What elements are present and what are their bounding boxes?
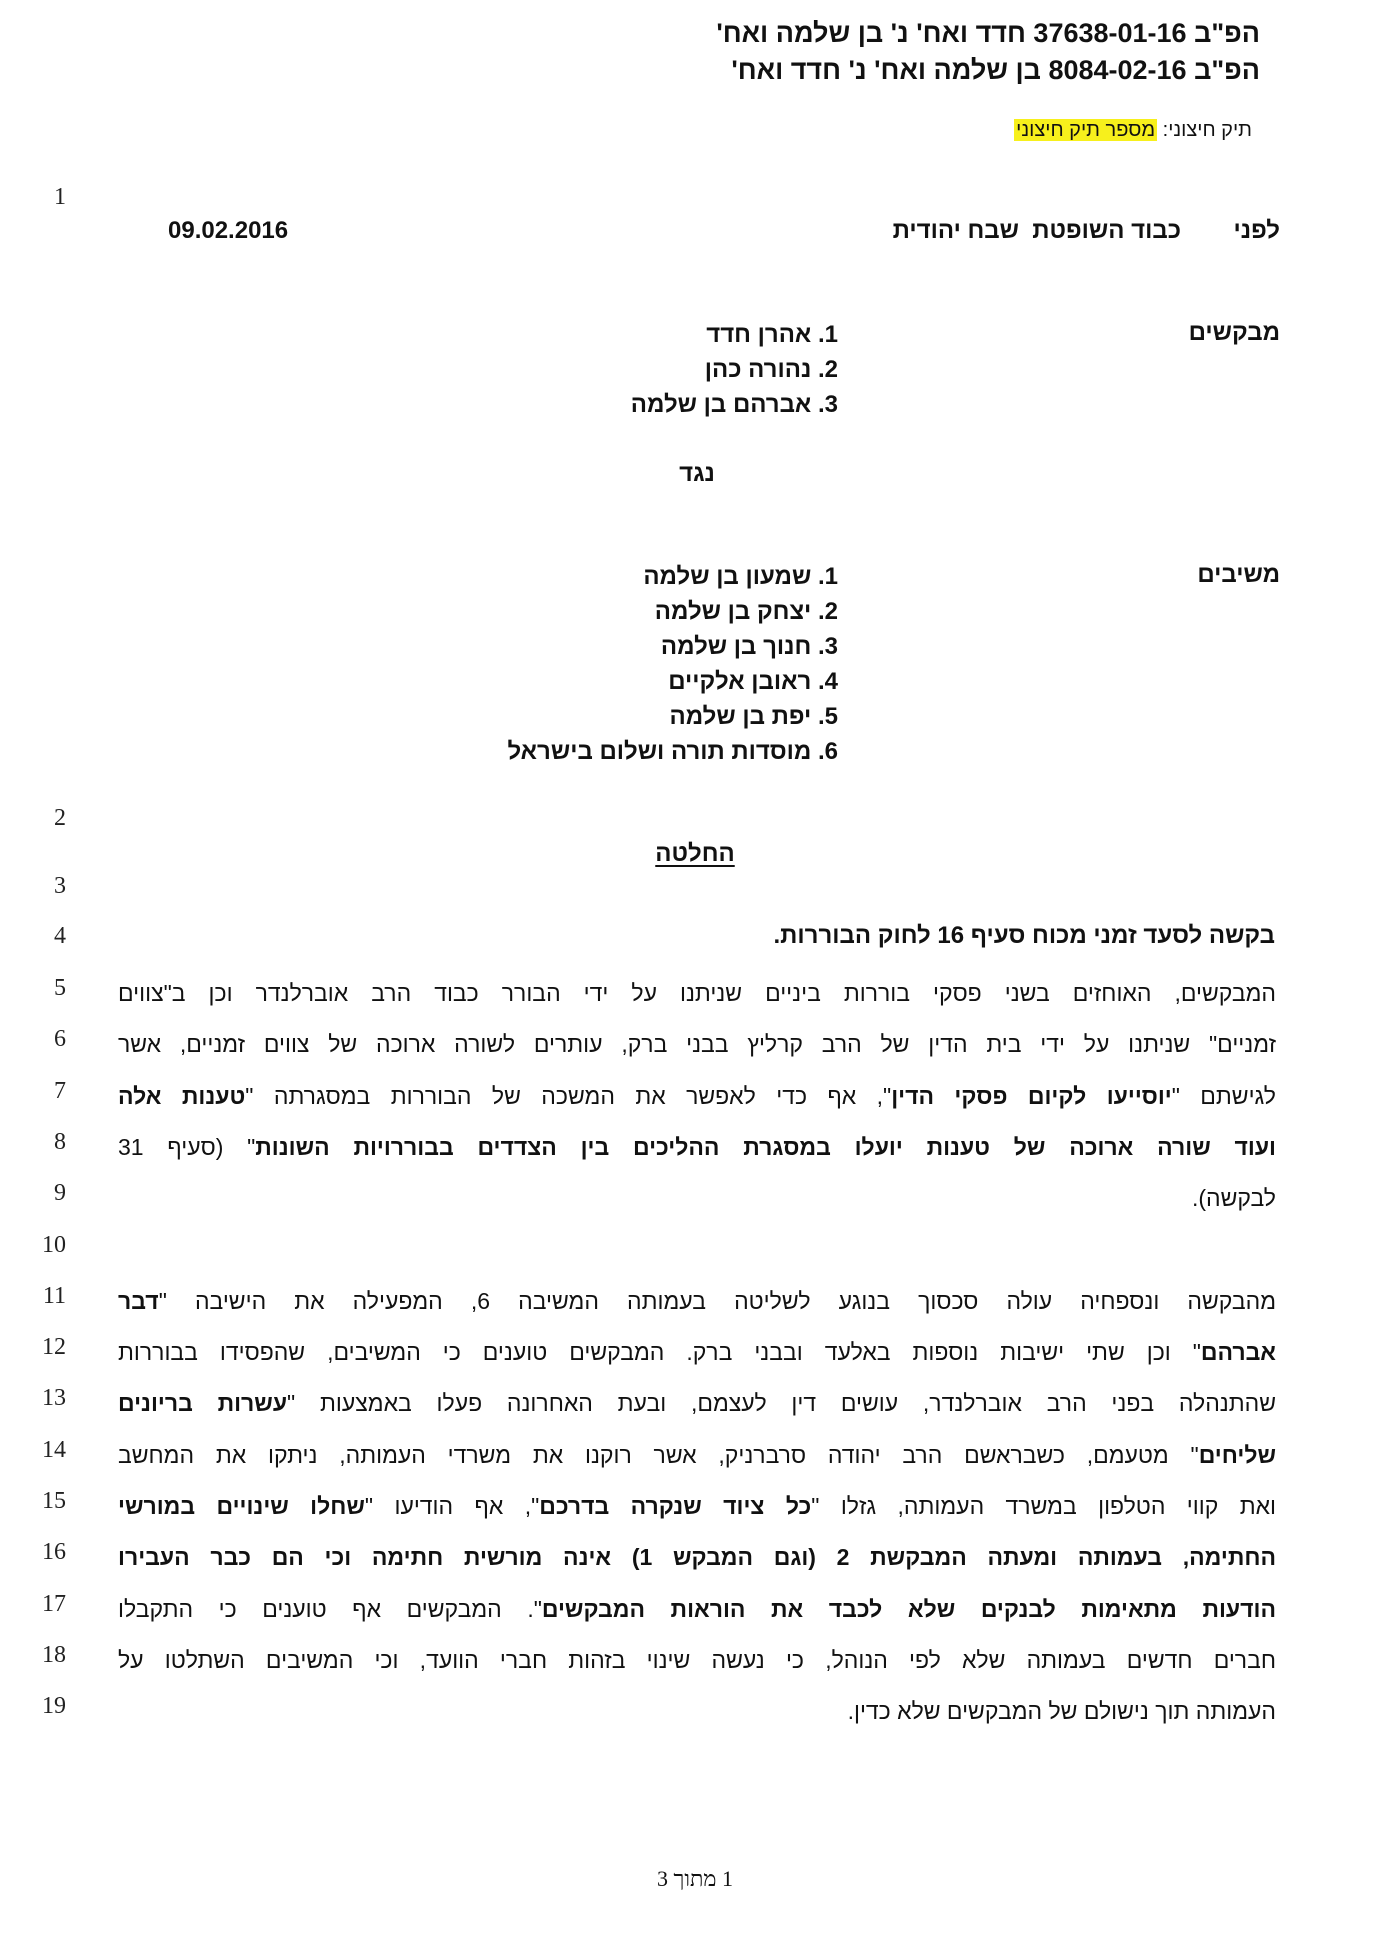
respondent-item: 5. יפת בן שלמה [669, 703, 838, 730]
line-number: 16 [42, 1539, 66, 1566]
line-number: 14 [42, 1436, 66, 1463]
line-number: 4 [54, 923, 66, 949]
bold-quote-text: הודעות מתאימות לבנקים שלא לכבד את הוראות המבקשים [541, 1595, 1276, 1622]
body-text: לבקשה). [1191, 1185, 1276, 1212]
body-line [118, 976, 1276, 1010]
line-number: 11 [42, 1282, 66, 1309]
respondent-item: 4. ראובן אלקיים [668, 668, 838, 695]
body-line [118, 1694, 1276, 1728]
line-number: 6 [54, 1026, 66, 1053]
body-line [118, 1284, 1276, 1318]
body-text: חברים חדשים בעמותה שלא לפי הנוהל, כי נעשה שינוי בזהות חברי הוועד, וכי המשיבים השתלטו על [118, 1646, 1276, 1673]
line-number: 12 [42, 1334, 66, 1361]
line-number: 15 [42, 1488, 66, 1514]
external-file-row [1014, 119, 1252, 142]
body-text: ואת קווי הטלפון במשרד העמותה, גזלו " [811, 1493, 1277, 1519]
line-number: 10 [42, 1231, 66, 1258]
bold-quote-text: שחלו שינויים במורשי [118, 1493, 365, 1519]
external-file-value: מספר תיק חיצוני [1016, 119, 1156, 141]
decision-title: החלטה [655, 840, 735, 867]
before-label: לפני [1233, 217, 1280, 244]
body-line [118, 1181, 1276, 1215]
respondents-list [507, 559, 838, 769]
judge-name: כבוד השופטת שבח יהודית [892, 217, 1181, 244]
bold-quote-text: דבר [118, 1287, 159, 1314]
applicants-list [631, 317, 838, 422]
body-line [118, 1540, 1276, 1574]
body-text: לגישתם " [1171, 1082, 1276, 1109]
bold-quote-text: כל ציוד שנקרה בדרכם [539, 1493, 812, 1519]
respondent-item: 6. מוסדות תורה ושלום בישראל [507, 738, 838, 765]
line-number: 7 [54, 1077, 66, 1104]
respondent-item: 3. חנוך בן שלמה [660, 633, 838, 660]
line-number: 3 [54, 873, 66, 899]
bold-quote-text: יוסייעו לקיום פסקי הדין [891, 1082, 1172, 1109]
body-line [118, 1079, 1276, 1113]
line-number: 5 [54, 975, 66, 1001]
body-line [118, 1643, 1276, 1677]
body-line [118, 1386, 1276, 1420]
line-number: 1 [54, 184, 66, 210]
applicant-item: 3. אברהם בן שלמה [630, 391, 838, 418]
bold-quote-text: טענות אלה [118, 1082, 246, 1109]
case-title-1: הפ"ב 37638-01-16 חדד ואח' נ' בן שלמה ואח' [716, 18, 1260, 48]
body-line [118, 1438, 1276, 1472]
body-text: המבקשים, האוחזים בשני פסקי בוררות ביניים שניתנו על ידי הבורר כבוד הרב אוברלנדר וכן ב"צווים [118, 980, 1276, 1006]
body-text: " (סעיף 31 [118, 1133, 256, 1160]
bold-quote-text: ועוד שורה ארוכה של טענות יועלו במסגרת ההליכים בין הצדדים בבוררויות השונות [255, 1133, 1276, 1160]
respondent-item: 1. שמעון בן שלמה [643, 563, 838, 590]
bold-quote-text: החתימה, בעמותה ומעתה המבקשת 2 (וגם המבקש 1) אינה מורשית חתימה וכי הם כבר העבירו [118, 1544, 1276, 1571]
respondent-item: 2. יצחק בן שלמה [654, 598, 838, 625]
body-line [118, 1027, 1276, 1061]
decision-subject: בקשה לסעד זמני מכוח סעיף 16 לחוק הבוררות. [773, 922, 1275, 949]
external-file-label: תיק חיצוני: [1162, 119, 1252, 141]
versus-label: נגד [679, 460, 715, 487]
page-number: 1 מתוך 3 [657, 1866, 733, 1891]
body-text: מהבקשה ונספחיה עולה סכסוך בנוגע לשליטה בעמותה המשיבה 6, המפעילה את הישיבה " [158, 1287, 1276, 1314]
applicant-item: 2. נהורה כהן [704, 356, 838, 383]
line-number: 9 [54, 1180, 66, 1207]
case-title-2: הפ"ב 8084-02-16 בן שלמה ואח' נ' חדד ואח' [731, 55, 1260, 85]
body-text: ", אף כדי לאפשר את המשכה של הבוררות במסגרתה " [245, 1082, 892, 1109]
line-number: 17 [42, 1590, 66, 1617]
body-text: זמניים" שניתנו על ידי בית הדין של הרב קרליץ בבני ברק, עותרים לשורה ארוכה של צווים זמניים, אשר [118, 1031, 1276, 1058]
line-number: 19 [42, 1693, 66, 1720]
decision-date: 09.02.2016 [168, 217, 289, 244]
body-line [118, 1130, 1276, 1164]
body-line [118, 1592, 1276, 1626]
body-text: ". המבקשים אף טוענים כי התקבלו [118, 1595, 542, 1622]
body-text: שהתנהלה בפני הרב אוברלנדר, עושים דין לעצמם, ובעת האחרונה פעלו באמצעות " [287, 1390, 1276, 1417]
line-number: 13 [42, 1385, 66, 1412]
line-number: 8 [54, 1128, 66, 1155]
body-line [118, 1335, 1276, 1369]
body-line [118, 1489, 1276, 1523]
bold-quote-text: עשרות בריונים [118, 1390, 288, 1417]
body-text: " וכן שתי ישיבות נוספות באלעד ובבני ברק. המבקשים טוענים כי המשיבים, שהפסידו בבוררות [118, 1339, 1201, 1366]
body-text: העמותה תוך נישולם של המבקשים שלא כדין. [847, 1698, 1276, 1725]
body-text: ", אף הודיעו " [364, 1493, 540, 1519]
applicant-item: 1. אהרן חדד [706, 321, 838, 348]
line-number: 18 [42, 1641, 66, 1668]
line-number: 2 [54, 805, 66, 831]
respondents-label: משיבים [1197, 561, 1280, 588]
body-text: " מטעמם, כשבראשם הרב יהודה סרברניק, אשר רוקנו את משרדי העמותה, ניתקו את המחשב [118, 1441, 1199, 1468]
applicants-label: מבקשים [1188, 319, 1280, 346]
bold-quote-text: אברהם [1200, 1339, 1276, 1366]
bold-quote-text: שליחים [1198, 1441, 1276, 1468]
